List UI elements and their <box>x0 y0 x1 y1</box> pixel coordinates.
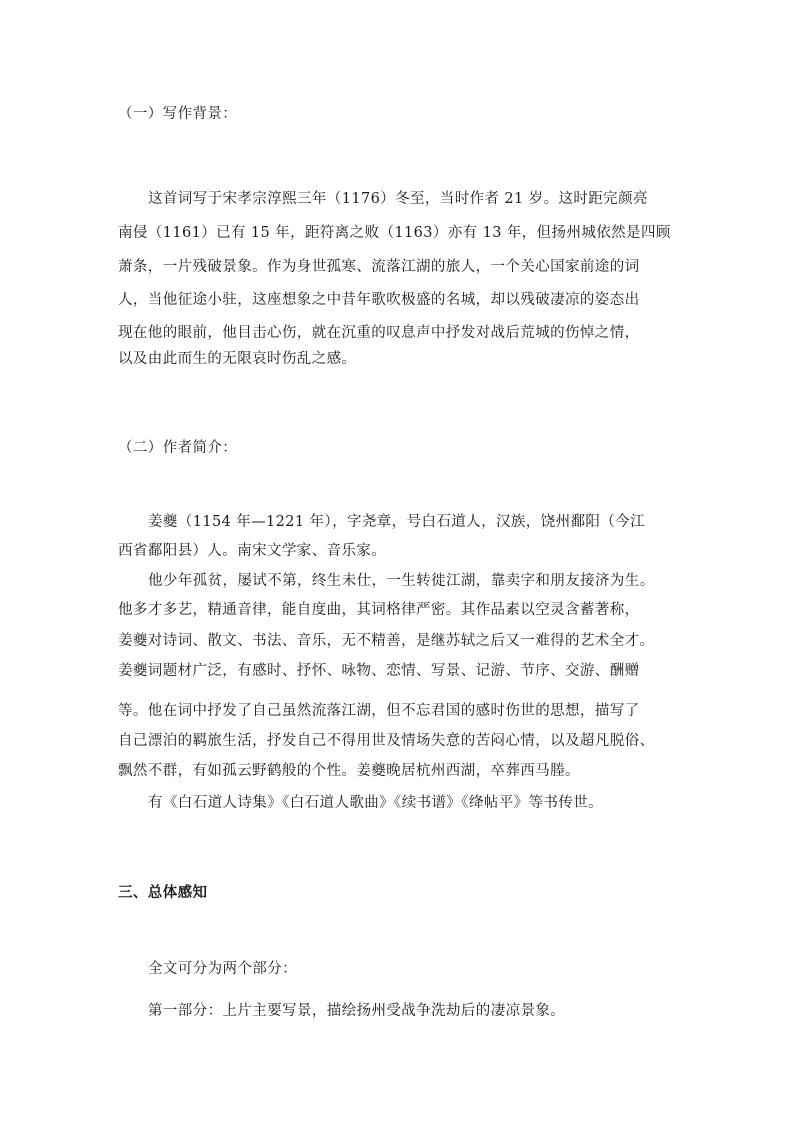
paragraph-line: 飘然不群，有如孤云野鹤般的个性。姜夔晚居杭州西湖，卒葬西马塍。 <box>118 763 580 779</box>
section-heading-author-intro: （二）作者简介： <box>118 440 238 456</box>
paragraph-line: 他多才多艺，精通音律，能自度曲，其词格律严密。其作品素以空灵含蓄著称， <box>118 602 640 618</box>
paragraph-line: 第一部分：上片主要写景，描绘扬州受战争洗劫后的凄凉景象。 <box>148 1003 566 1019</box>
paragraph-line: 西省鄱阳县）人。南宋文学家、音乐家。 <box>118 543 387 559</box>
paragraph-line: 以及由此而生的无限哀时伤乱之感。 <box>118 351 357 367</box>
paragraph-line: 等。他在词中抒发了自己虽然流落江湖，但不忘君国的感时伤世的思想，描写了 <box>118 703 640 719</box>
paragraph-line: 有《白石道人诗集》《白石道人歌曲》《续书谱》《绛帖平》等书传世。 <box>148 795 604 811</box>
paragraph-line: 全文可分为两个部分： <box>148 961 297 977</box>
paragraph-line: 姜夔对诗词、散文、书法、音乐，无不精善，是继苏轼之后又一难得的艺术全才。 <box>118 633 655 649</box>
paragraph-line: 萧条，一片残破景象。作为身世孤寒、流落江湖的旅人，一个关心国家前途的词 <box>118 259 640 275</box>
paragraph-line: 南侵（1161）已有 15 年，距符离之败（1163）亦有 13 年，但扬州城依然是四顾 <box>118 225 671 241</box>
paragraph-line: 这首词写于宋孝宗淳熙三年（1176）冬至，当时作者 21 岁。这时距完颜亮 <box>148 191 648 207</box>
paragraph-line: 他少年孤贫，屡试不第，终生未仕，一生转徙江湖，靠卖字和朋友接济为生。 <box>148 573 655 589</box>
paragraph-line: 现在他的眼前，他目击心伤，就在沉重的叹息声中抒发对战后荒城的伤悼之情， <box>118 325 640 341</box>
paragraph-line: 人，当他征途小驻，这座想象之中昔年歌吹极盛的名城，却以残破凄凉的姿态出 <box>118 292 640 308</box>
paragraph-line: 自己漂泊的羁旅生活，抒发自己不得用世及情场失意的苦闷心情，以及超凡脱俗、 <box>118 733 655 749</box>
section-heading-writing-background: （一）写作背景： <box>118 106 238 122</box>
paragraph-line: 姜夔词题材广泛，有感时、抒怀、咏物、恋情、写景、记游、节序、交游、酬赠 <box>118 663 640 679</box>
section-heading-overall-perception: 三、总体感知 <box>118 884 208 901</box>
paragraph-line: 姜夔（1154 年—1221 年），字尧章，号白石道人，汉族，饶州鄱阳（今江 <box>148 514 645 530</box>
